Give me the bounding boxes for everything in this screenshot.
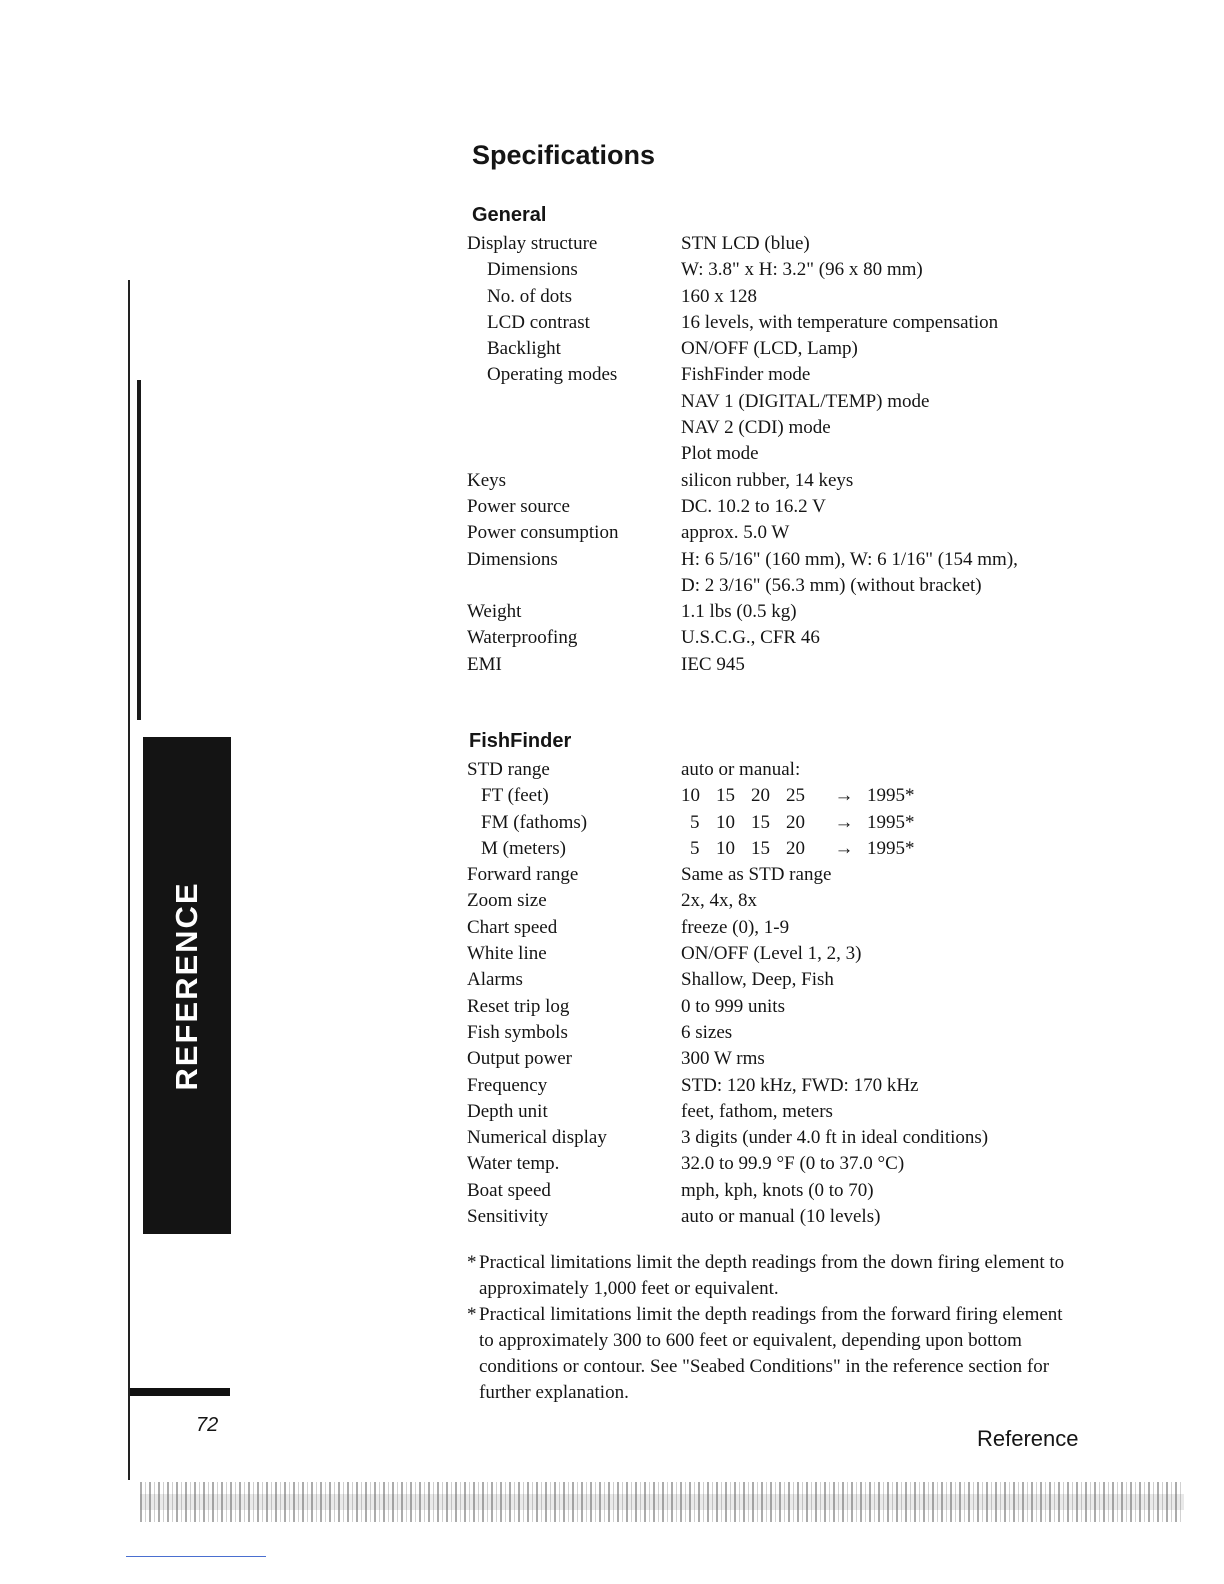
spec-label: EMI [467, 653, 502, 675]
spec-label: Sensitivity [467, 1206, 549, 1228]
spec-value: 1.1 lbs (0.5 kg) [681, 601, 797, 623]
range-step: 10 [681, 785, 700, 807]
spec-value: NAV 2 (CDI) mode [681, 417, 831, 439]
range-step: 20 [786, 837, 805, 859]
spec-value: NAV 1 (DIGITAL/TEMP) mode [681, 390, 930, 412]
spec-row [467, 1046, 1167, 1072]
range-values [681, 783, 915, 809]
spec-value: D: 2 3/16" (56.3 mm) (without bracket) [681, 574, 982, 596]
footnote-text: Practical limitations limit the depth readings from the forward firing element to approximately 300 to 600 feet or equivalent, depending upon bottom conditions or contour. See "Seabed Conditions" in the reference section for further explanation. [479, 1304, 1063, 1403]
fishfinder-heading: FishFinder [469, 730, 572, 752]
page-title: Specifications [472, 140, 656, 170]
reference-side-tab [143, 737, 231, 1234]
spec-row [467, 599, 1167, 625]
spec-label: LCD contrast [487, 311, 590, 333]
spec-row [467, 494, 1167, 520]
spec-value: IEC 945 [681, 653, 745, 675]
spec-row [467, 573, 1167, 599]
spec-label: Display structure [467, 233, 598, 254]
spec-label: Fish symbols [467, 1021, 568, 1043]
spec-row [467, 888, 1167, 914]
spec-row [467, 1099, 1167, 1125]
spec-row [467, 1151, 1167, 1177]
spec-row [467, 231, 1167, 257]
spec-value: DC. 10.2 to 16.2 V [681, 495, 826, 517]
spec-label: Power source [467, 495, 570, 517]
spec-row [467, 994, 1167, 1020]
range-step: 5 [690, 811, 700, 833]
spec-value: FishFinder mode [681, 364, 811, 386]
spec-value: H: 6 5/16" (160 mm), W: 6 1/16" (154 mm), [681, 548, 1018, 570]
arrow-icon: → [834, 811, 854, 833]
spec-label: Power consumption [467, 522, 619, 544]
fishfinder-spec-list [467, 757, 1167, 1230]
spec-label: Weight [467, 601, 522, 623]
range-max: 1995* [867, 811, 915, 833]
spec-value: 0 to 999 units [681, 995, 785, 1017]
spec-row [467, 441, 1167, 467]
spec-row [467, 547, 1167, 573]
spec-label: Chart speed [467, 916, 558, 938]
spec-label: Dimensions [487, 259, 578, 281]
spec-label: Forward range [467, 864, 579, 886]
range-values [681, 836, 915, 862]
side-tab-label: REFERENCE [169, 880, 204, 1091]
spec-value: auto or manual: [681, 759, 801, 780]
footer-section-label: Reference [977, 1426, 1079, 1451]
tab-foot-rule [130, 1388, 230, 1396]
bottom-edge-line [126, 1556, 266, 1557]
range-row [467, 810, 1167, 836]
range-step: 20 [751, 785, 770, 807]
spec-label: Zoom size [467, 890, 547, 912]
arrow-icon: → [834, 837, 854, 859]
spec-value: ON/OFF (LCD, Lamp) [681, 338, 858, 360]
range-step: 5 [690, 837, 700, 859]
range-label: M (meters) [481, 837, 566, 859]
spec-value: Same as STD range [681, 864, 832, 886]
range-values [681, 810, 915, 836]
general-heading: General [472, 204, 547, 226]
range-step: 20 [786, 811, 805, 833]
scan-bottom-noise [140, 1482, 1184, 1522]
spec-label: White line [467, 943, 547, 965]
footnote-marker: * [467, 1252, 477, 1273]
spec-label: Dimensions [467, 548, 558, 570]
spec-value: ON/OFF (Level 1, 2, 3) [681, 943, 862, 965]
range-label: FT (feet) [481, 785, 549, 807]
range-step: 25 [786, 785, 805, 807]
spec-row [467, 757, 1167, 783]
spec-label: Waterproofing [467, 627, 578, 649]
range-step: 10 [716, 811, 735, 833]
footnote [467, 1302, 1077, 1406]
spec-value: feet, fathom, meters [681, 1100, 833, 1122]
spec-value: 300 W rms [681, 1048, 765, 1070]
spec-label: Boat speed [467, 1179, 551, 1201]
spec-value: 32.0 to 99.9 °F (0 to 37.0 °C) [681, 1153, 905, 1175]
range-step: 10 [716, 837, 735, 859]
range-max: 1995* [867, 837, 915, 859]
spec-row [467, 1204, 1167, 1230]
spec-value: Plot mode [681, 443, 759, 465]
spec-label: Output power [467, 1048, 573, 1070]
spec-label: Numerical display [467, 1127, 607, 1149]
spec-value: 2x, 4x, 8x [681, 890, 757, 912]
spec-value: W: 3.8" x H: 3.2" (96 x 80 mm) [681, 259, 923, 281]
spec-label: STD range [467, 759, 550, 780]
general-spec-list [467, 231, 1167, 678]
spec-value: 6 sizes [681, 1021, 733, 1043]
spec-row [467, 468, 1167, 494]
range-row [467, 836, 1167, 862]
spec-value: Shallow, Deep, Fish [681, 969, 834, 991]
spec-label: Backlight [487, 338, 561, 360]
spec-row [467, 310, 1167, 336]
spec-label: Water temp. [467, 1153, 560, 1175]
spec-row [467, 625, 1167, 651]
spec-value: auto or manual (10 levels) [681, 1206, 881, 1228]
spec-value: STN LCD (blue) [681, 233, 810, 254]
spec-row [467, 652, 1167, 678]
spec-label: Frequency [467, 1074, 548, 1096]
footnotes [467, 1250, 1077, 1406]
spec-value: 3 digits (under 4.0 ft in ideal conditions) [681, 1127, 989, 1149]
spec-value: freeze (0), 1-9 [681, 916, 790, 938]
range-row [467, 783, 1167, 809]
spec-row [467, 257, 1167, 283]
spec-value: 160 x 128 [681, 285, 757, 307]
spec-label: No. of dots [487, 285, 572, 307]
spec-value: approx. 5.0 W [681, 522, 790, 544]
spec-row [467, 1178, 1167, 1204]
spec-row [467, 415, 1167, 441]
spec-row [467, 967, 1167, 993]
spec-row [467, 362, 1167, 388]
spec-value: silicon rubber, 14 keys [681, 469, 854, 491]
page-number: 72 [196, 1414, 219, 1436]
range-step: 15 [716, 785, 735, 807]
spec-row [467, 389, 1167, 415]
spec-label: Operating modes [487, 364, 618, 386]
spec-row [467, 1073, 1167, 1099]
footnote [467, 1250, 1077, 1302]
range-label: FM (fathoms) [481, 811, 588, 833]
footnote-marker: * [467, 1304, 477, 1325]
range-step: 15 [751, 837, 770, 859]
spec-row [467, 1125, 1167, 1151]
footnote-text: Practical limitations limit the depth readings from the down firing element to approximately 1,000 feet or equivalent. [479, 1252, 1065, 1299]
spec-row [467, 336, 1167, 362]
spec-value: mph, kph, knots (0 to 70) [681, 1179, 874, 1201]
scan-edge-shadow [137, 380, 141, 720]
arrow-icon: → [834, 785, 854, 807]
spec-value: U.S.C.G., CFR 46 [681, 627, 820, 649]
range-step: 15 [751, 811, 770, 833]
spec-row [467, 520, 1167, 546]
spec-label: Reset trip log [467, 995, 570, 1017]
spec-row [467, 1020, 1167, 1046]
spec-row [467, 862, 1167, 888]
spec-row [467, 284, 1167, 310]
spec-label: Depth unit [467, 1100, 548, 1122]
scan-edge-line [128, 280, 130, 1480]
spec-value: STD: 120 kHz, FWD: 170 kHz [681, 1074, 919, 1096]
spec-label: Alarms [467, 969, 523, 991]
spec-row [467, 941, 1167, 967]
spec-label: Keys [467, 469, 507, 491]
range-max: 1995* [867, 785, 915, 807]
spec-value: 16 levels, with temperature compensation [681, 311, 999, 333]
spec-row [467, 915, 1167, 941]
